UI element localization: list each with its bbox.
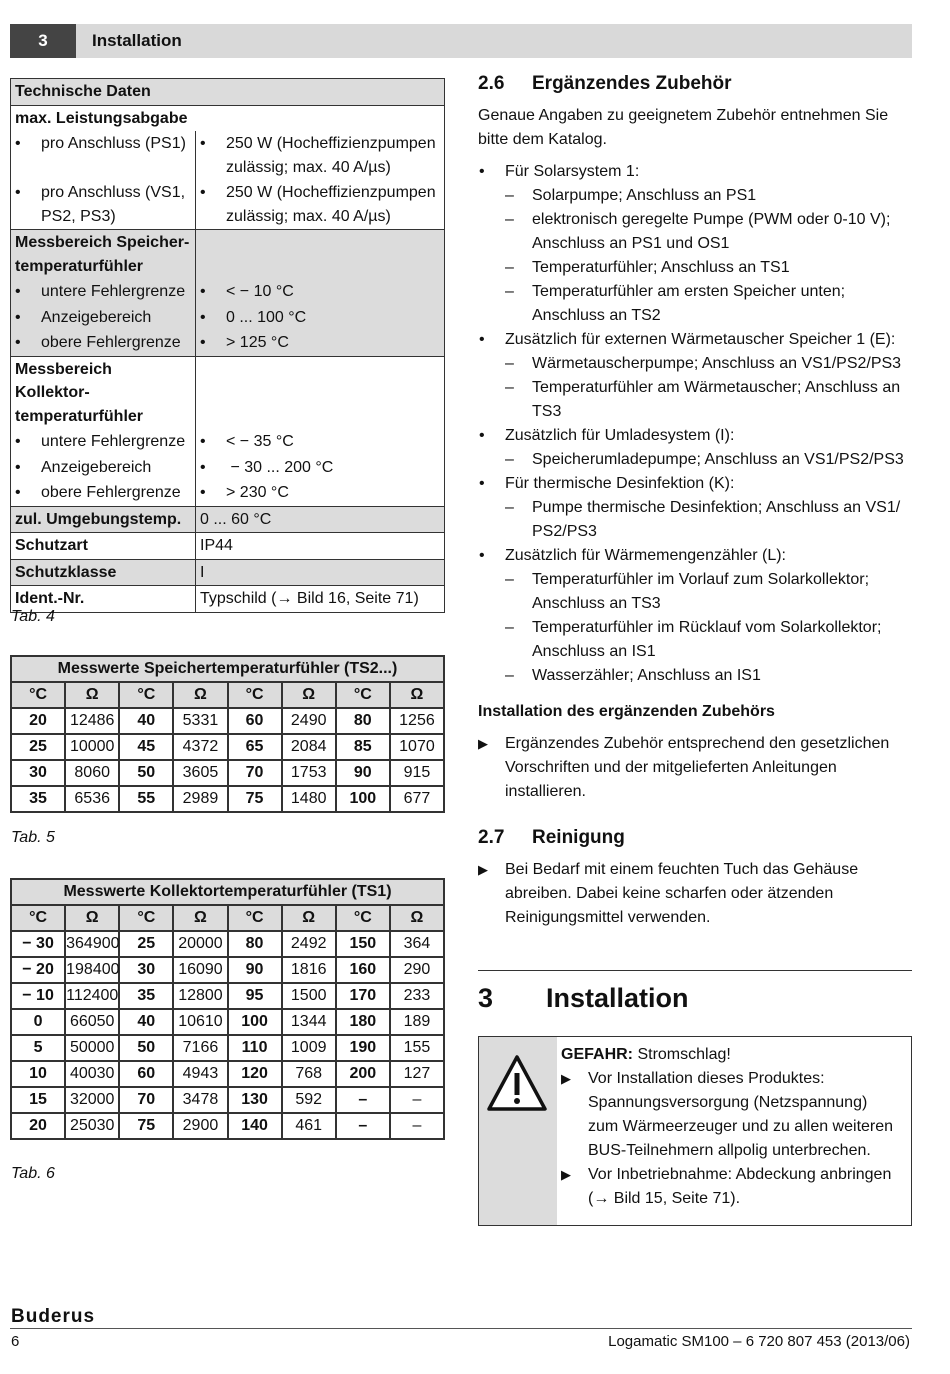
temperature-cell: 120 — [228, 1061, 282, 1087]
section-heading: 3 Installation — [478, 983, 689, 1013]
table-cell: • − 30 ... 200 °C — [196, 455, 445, 481]
col-header: °C — [11, 682, 65, 708]
table-row — [11, 931, 444, 957]
list-item: – Temperaturfühler; Anschluss an TS1 — [505, 256, 912, 280]
warning-step: ▶ Vor Inbetriebnahme: Abdeckung anbringen (→ Bild 15, Seite 71). — [561, 1163, 901, 1211]
list-item: – Temperaturfühler im Rücklauf vom Solarkollektor; Anschluss an IS1 — [505, 616, 912, 664]
temperature-cell: 70 — [228, 760, 282, 786]
danger-text: Stromschlag! — [637, 1046, 731, 1063]
table-header-row — [11, 905, 444, 931]
temperature-cell: − 10 — [11, 983, 65, 1009]
temperature-cell: 100 — [228, 1009, 282, 1035]
resistance-cell: 2084 — [282, 734, 336, 760]
class-label: Schutzklasse — [11, 559, 196, 586]
resistance-cell: 915 — [390, 760, 444, 786]
ident-label: Ident.-Nr. — [11, 586, 196, 613]
temperature-cell: 60 — [119, 1061, 173, 1087]
resistance-cell: 32000 — [65, 1087, 119, 1113]
table-row — [11, 1035, 444, 1061]
warning-step: ▶ Vor Installation dieses Produktes: Spannungsversorgung (Netzspannung) zum Wärmeerzeuger und zu allen weiteren BUS-Teilnehmern allpolig unterbrechen. — [561, 1067, 901, 1163]
resistance-cell: 10000 — [65, 734, 119, 760]
list-item: – Temperaturfühler am Wärmetauscher; Anschluss an TS3 — [505, 376, 912, 424]
col-header: Ω — [390, 682, 444, 708]
temperature-cell: 200 — [336, 1061, 390, 1087]
table-row — [11, 1087, 444, 1113]
resistance-cell: 1500 — [282, 983, 336, 1009]
table-cell: • untere Fehlergrenze — [11, 279, 196, 305]
collector-sensor-table — [10, 878, 445, 1140]
table-row — [11, 983, 444, 1009]
ambient-value: 0 ... 60 °C — [196, 506, 445, 533]
storage-heading: Messbereich Speicher-temperaturfühler — [11, 230, 196, 280]
col-header: °C — [119, 682, 173, 708]
accessory-list — [478, 160, 912, 688]
table-header-row — [11, 682, 444, 708]
ident-value: Typschild (→ Bild 16, Seite 71) — [196, 586, 445, 613]
resistance-cell: 364900 — [65, 931, 119, 957]
temperature-cell: 30 — [119, 957, 173, 983]
section-heading: 2.6 Ergänzendes Zubehör — [478, 73, 732, 94]
resistance-cell: 2900 — [173, 1113, 227, 1139]
table-cell — [196, 230, 445, 280]
section-3 — [478, 970, 912, 1014]
list-item: – Solarpumpe; Anschluss an PS1 — [505, 184, 912, 208]
resistance-cell: 290 — [390, 957, 444, 983]
temperature-cell: 80 — [228, 931, 282, 957]
danger-warning-box — [478, 1036, 912, 1226]
resistance-cell: 2492 — [282, 931, 336, 957]
temperature-cell: 35 — [119, 983, 173, 1009]
protection-label: Schutzart — [11, 533, 196, 560]
table-row — [11, 1113, 444, 1139]
chapter-number: 3 — [10, 24, 76, 58]
resistance-cell: 461 — [282, 1113, 336, 1139]
temperature-cell: − 20 — [11, 957, 65, 983]
resistance-cell: 1344 — [282, 1009, 336, 1035]
col-header: Ω — [282, 682, 336, 708]
resistance-cell: 7166 — [173, 1035, 227, 1061]
resistance-cell: 12800 — [173, 983, 227, 1009]
technical-data-table — [10, 78, 445, 613]
table-row — [11, 957, 444, 983]
resistance-cell: 1070 — [390, 734, 444, 760]
temperature-cell: 5 — [11, 1035, 65, 1061]
temperature-cell: 55 — [119, 786, 173, 812]
temperature-cell: 110 — [228, 1035, 282, 1061]
resistance-cell: 25030 — [65, 1113, 119, 1139]
resistance-cell: 5331 — [173, 708, 227, 734]
chapter-header-bar — [10, 24, 912, 58]
temperature-cell: 15 — [11, 1087, 65, 1113]
table-cell: • Anzeigebereich — [11, 305, 196, 331]
temperature-cell: 40 — [119, 708, 173, 734]
resistance-cell: 2989 — [173, 786, 227, 812]
temperature-cell: 90 — [228, 957, 282, 983]
table-cell: • < − 35 °C — [196, 429, 445, 455]
temperature-cell: 20 — [11, 708, 65, 734]
table-cell: • untere Fehlergrenze — [11, 429, 196, 455]
temperature-cell: 85 — [336, 734, 390, 760]
resistance-cell: 4943 — [173, 1061, 227, 1087]
table-cell: • 250 W (Hocheffizienzpumpen zulässig; max. 40 A/µs) — [196, 180, 445, 230]
resistance-cell: 364 — [390, 931, 444, 957]
list-item: • Zusätzlich für externen Wärmetauscher Speicher 1 (E): – Wärmetauscherpumpe; Anschluss an VS1/PS2/PS3 – Temperaturfühler am Wärmetauscher; Anschluss an TS3 — [478, 328, 912, 424]
temperature-cell: – — [336, 1113, 390, 1139]
table-title: Messwerte Speichertemperaturfühler (TS2...) — [11, 656, 444, 682]
temperature-cell: 20 — [11, 1113, 65, 1139]
resistance-cell: 4372 — [173, 734, 227, 760]
temperature-cell: 35 — [11, 786, 65, 812]
resistance-cell: 127 — [390, 1061, 444, 1087]
table-cell: • > 230 °C — [196, 480, 445, 506]
section-heading: 2.7 Reinigung — [478, 827, 625, 848]
temperature-cell: 50 — [119, 760, 173, 786]
resistance-cell: 592 — [282, 1087, 336, 1113]
footer-divider — [10, 1328, 912, 1329]
table-row — [11, 708, 444, 734]
col-header: °C — [336, 905, 390, 931]
resistance-cell: 3478 — [173, 1087, 227, 1113]
table-cell: • < − 10 °C — [196, 279, 445, 305]
temperature-cell: 190 — [336, 1035, 390, 1061]
install-heading: Installation des ergänzenden Zubehörs — [478, 703, 775, 720]
list-item: – Wasserzähler; Anschluss an IS1 — [505, 664, 912, 688]
resistance-cell: 233 — [390, 983, 444, 1009]
temperature-cell: 140 — [228, 1113, 282, 1139]
col-header: Ω — [65, 905, 119, 931]
warning-text — [561, 1043, 901, 1211]
temperature-cell: 90 — [336, 760, 390, 786]
resistance-cell: 1480 — [282, 786, 336, 812]
table-cell: • 250 W (Hocheffizienzpumpen zulässig; max. 40 A/µs) — [196, 131, 445, 180]
page-number: 6 — [11, 1333, 20, 1350]
table-row — [11, 760, 444, 786]
temperature-cell: 75 — [228, 786, 282, 812]
resistance-cell: 1816 — [282, 957, 336, 983]
table-cell: • pro Anschluss (VS1, PS2, PS3) — [11, 180, 196, 230]
list-item: • Zusätzlich für Wärmemengenzähler (L): – Temperaturfühler im Vorlauf zum Solarkollektor; Anschluss an TS3 – Temperaturfühler im Rücklauf vom Solarkollektor; Anschluss an IS1 – Wasserzähler; Anschluss an IS1 — [478, 544, 912, 688]
col-header: °C — [11, 905, 65, 931]
temperature-cell: 95 — [228, 983, 282, 1009]
resistance-cell: – — [390, 1113, 444, 1139]
col-header: °C — [119, 905, 173, 931]
temperature-cell: 10 — [11, 1061, 65, 1087]
resistance-cell: 50000 — [65, 1035, 119, 1061]
power-heading: max. Leistungsabgabe — [11, 105, 445, 131]
temperature-cell: 130 — [228, 1087, 282, 1113]
table-title: Technische Daten — [11, 79, 445, 106]
protection-value: IP44 — [196, 533, 445, 560]
temperature-cell: 100 — [336, 786, 390, 812]
resistance-cell: 10610 — [173, 1009, 227, 1035]
document-reference: Logamatic SM100 – 6 720 807 453 (2013/06) — [608, 1333, 910, 1350]
table-row — [11, 786, 444, 812]
resistance-cell: 12486 — [65, 708, 119, 734]
brand-logo: Buderus — [11, 1306, 96, 1327]
list-item: – Wärmetauscherpumpe; Anschluss an VS1/PS2/PS3 — [505, 352, 912, 376]
resistance-cell: 1009 — [282, 1035, 336, 1061]
list-item: • Für Solarsystem 1: – Solarpumpe; Anschluss an PS1 – elektronisch geregelte Pumpe (PWM oder 0-10 V); Anschluss an PS1 und OS1 – Temperaturfühler; Anschluss an TS1 – Temperaturfühler am ersten Speicher unten; Anschluss an TS2 — [478, 160, 912, 328]
chapter-title: Installation — [92, 31, 182, 50]
section-intro: Genaue Angaben zu geeignetem Zubehör entnehmen Sie bitte dem Katalog. — [478, 107, 889, 148]
temperature-cell: 80 — [336, 708, 390, 734]
resistance-cell: 20000 — [173, 931, 227, 957]
col-header: °C — [336, 682, 390, 708]
list-item: • Zusätzlich für Umladesystem (I): – Speicherumladepumpe; Anschluss an VS1/PS2/PS3 — [478, 424, 912, 472]
resistance-cell: 6536 — [65, 786, 119, 812]
temperature-cell: 60 — [228, 708, 282, 734]
col-header: Ω — [390, 905, 444, 931]
list-item: – Pumpe thermische Desinfektion; Anschluss an VS1/ PS2/PS3 — [505, 496, 912, 544]
temperature-cell: – — [336, 1087, 390, 1113]
table-cell: • obere Fehlergrenze — [11, 480, 196, 506]
list-item: – elektronisch geregelte Pumpe (PWM oder 0-10 V); Anschluss an PS1 und OS1 — [505, 208, 912, 256]
resistance-cell: 16090 — [173, 957, 227, 983]
col-header: Ω — [173, 682, 227, 708]
danger-label: GEFAHR: — [561, 1046, 633, 1063]
table-cell: • Anzeigebereich — [11, 455, 196, 481]
temperature-cell: 45 — [119, 734, 173, 760]
resistance-cell: 677 — [390, 786, 444, 812]
temperature-cell: 40 — [119, 1009, 173, 1035]
class-value: I — [196, 559, 445, 586]
temperature-cell: 150 — [336, 931, 390, 957]
list-item: – Temperaturfühler im Vorlauf zum Solarkollektor; Anschluss an TS3 — [505, 568, 912, 616]
temperature-cell: 50 — [119, 1035, 173, 1061]
temperature-cell: 25 — [11, 734, 65, 760]
list-item: – Temperaturfühler am ersten Speicher unten; Anschluss an TS2 — [505, 280, 912, 328]
section-2-6 — [478, 72, 912, 930]
table-cell: • 0 ... 100 °C — [196, 305, 445, 331]
resistance-cell: 8060 — [65, 760, 119, 786]
temperature-cell: 75 — [119, 1113, 173, 1139]
resistance-cell: 66050 — [65, 1009, 119, 1035]
resistance-cell: – — [390, 1087, 444, 1113]
temperature-cell: 30 — [11, 760, 65, 786]
temperature-cell: 65 — [228, 734, 282, 760]
temperature-cell: − 30 — [11, 931, 65, 957]
list-item: – Speicherumladepumpe; Anschluss an VS1/PS2/PS3 — [505, 448, 912, 472]
table-cell — [196, 356, 445, 429]
temperature-cell: 70 — [119, 1087, 173, 1113]
table-row — [11, 1061, 444, 1087]
table-caption: Tab. 6 — [11, 1165, 55, 1182]
resistance-cell: 768 — [282, 1061, 336, 1087]
cleaning-step: ▶ Bei Bedarf mit einem feuchten Tuch das Gehäuse abreiben. Dabei keine scharfen oder ätzenden Reinigungsmittel verwenden. — [478, 858, 912, 930]
temperature-cell: 0 — [11, 1009, 65, 1035]
table-cell: • > 125 °C — [196, 330, 445, 356]
warning-icon-area — [479, 1037, 557, 1225]
storage-sensor-table — [10, 655, 445, 813]
install-step: ▶ Ergänzendes Zubehör entsprechend den gesetzlichen Vorschriften und der mitgelieferten Anleitungen installieren. — [478, 732, 912, 804]
col-header: °C — [228, 905, 282, 931]
resistance-cell: 198400 — [65, 957, 119, 983]
resistance-cell: 40030 — [65, 1061, 119, 1087]
table-row — [11, 1009, 444, 1035]
col-header: Ω — [282, 905, 336, 931]
resistance-cell: 112400 — [65, 983, 119, 1009]
list-item: • Für thermische Desinfektion (K): – Pumpe thermische Desinfektion; Anschluss an VS1/ PS2/PS3 — [478, 472, 912, 544]
col-header: Ω — [173, 905, 227, 931]
table-row — [11, 734, 444, 760]
table-cell: • pro Anschluss (PS1) — [11, 131, 196, 180]
col-header: °C — [228, 682, 282, 708]
resistance-cell: 1256 — [390, 708, 444, 734]
temperature-cell: 160 — [336, 957, 390, 983]
resistance-cell: 189 — [390, 1009, 444, 1035]
collector-heading: Messbereich Kollektor-temperaturfühler — [11, 356, 196, 429]
ambient-label: zul. Umgebungstemp. — [11, 506, 196, 533]
col-header: Ω — [65, 682, 119, 708]
table-caption: Tab. 4 — [11, 608, 55, 625]
resistance-cell: 155 — [390, 1035, 444, 1061]
warning-triangle-icon — [485, 1053, 549, 1115]
resistance-cell: 3605 — [173, 760, 227, 786]
table-cell: • obere Fehlergrenze — [11, 330, 196, 356]
temperature-cell: 180 — [336, 1009, 390, 1035]
table-caption: Tab. 5 — [11, 829, 55, 846]
temperature-cell: 25 — [119, 931, 173, 957]
resistance-cell: 2490 — [282, 708, 336, 734]
resistance-cell: 1753 — [282, 760, 336, 786]
table-title: Messwerte Kollektortemperaturfühler (TS1) — [11, 879, 444, 905]
temperature-cell: 170 — [336, 983, 390, 1009]
